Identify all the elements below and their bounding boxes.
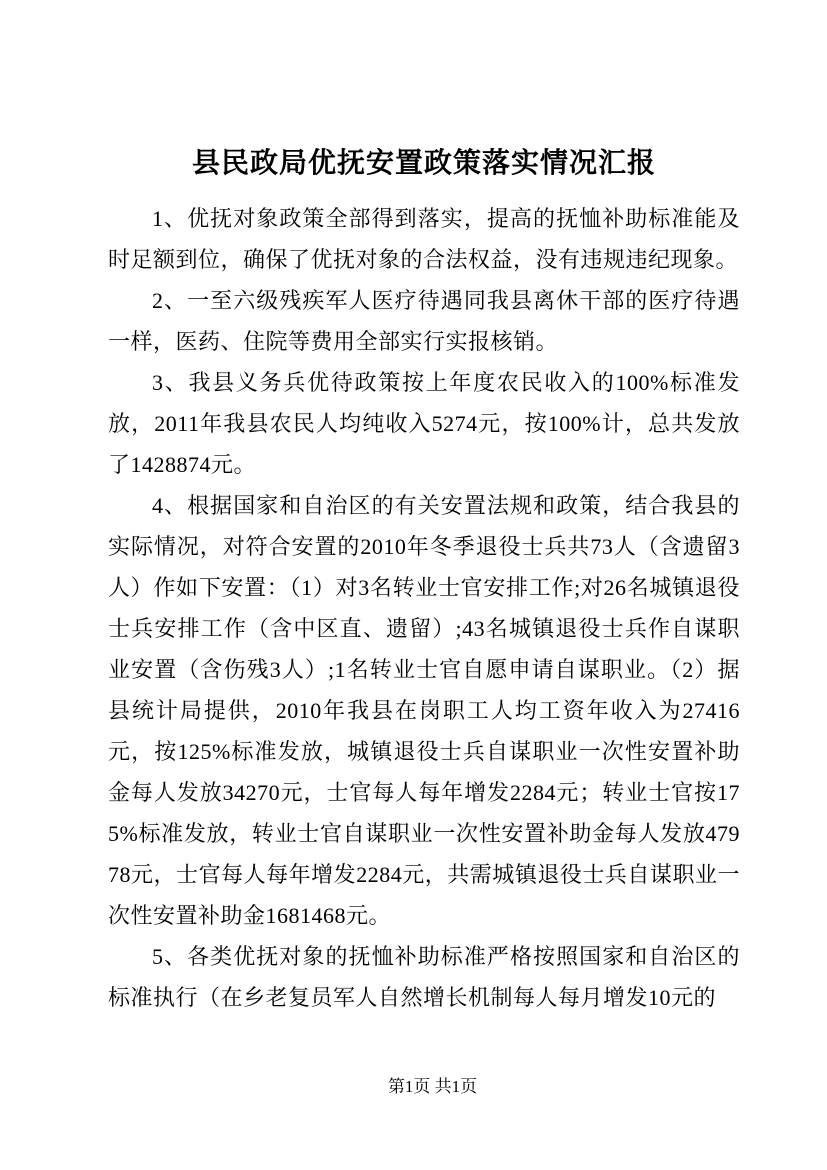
page-number-indicator: 第1页 共1页 [387,1077,478,1096]
paragraph-3: 3、我县义务兵优待政策按上年度农民收入的100%标准发放，2011年我县农民人均纯收入5274元，按100%计，总共发放了1428874元。 [108,370,740,477]
page-footer [0,1076,827,1098]
paragraph-2: 2、一至六级残疾军人医疗待遇同我县离休干部的医疗待遇一样，医药、住院等费用全部实行实报核销。 [108,288,740,354]
document-content [108,142,740,1018]
document-title: 县民政局优抚安置政策落实情况汇报 [191,148,656,179]
paragraph-5: 5、各类优抚对象的抚恤补助标准严格按照国家和自治区的标准执行（在乡老复员军人自然增长机制每人每月增发10元的 [108,944,740,1010]
paragraph-1: 1、优抚对象政策全部得到落实，提高的抚恤补助标准能及时足额到位，确保了优抚对象的合法权益，没有违规违纪现象。 [108,206,740,272]
paragraph-4: 4、根据国家和自治区的有关安置法规和政策，结合我县的实际情况，对符合安置的2010年冬季退役士兵共73人（含遗留3人）作如下安置：（1）对3名转业士官安排工作;对26名城镇退役士兵安排工作（含中区直、遗留）;43名城镇退役士兵作自谋职业安置（含伤残3人）;1名转业士官自愿申请自谋职业。（2）据县统计局提供，2010年我县在岗职工人均工资年收入为27416元，按125%标准发放，城镇退役士兵自谋职业一次性安置补助金每人发放34270元，士官每人每年增发2284元；转业士官按175%标准发放，转业士官自谋职业一次性安置补助金每人发放47978元，士官每人每年增发2284元，共需城镇退役士兵自谋职业一次性安置补助金1681468元。 [108,493,740,928]
